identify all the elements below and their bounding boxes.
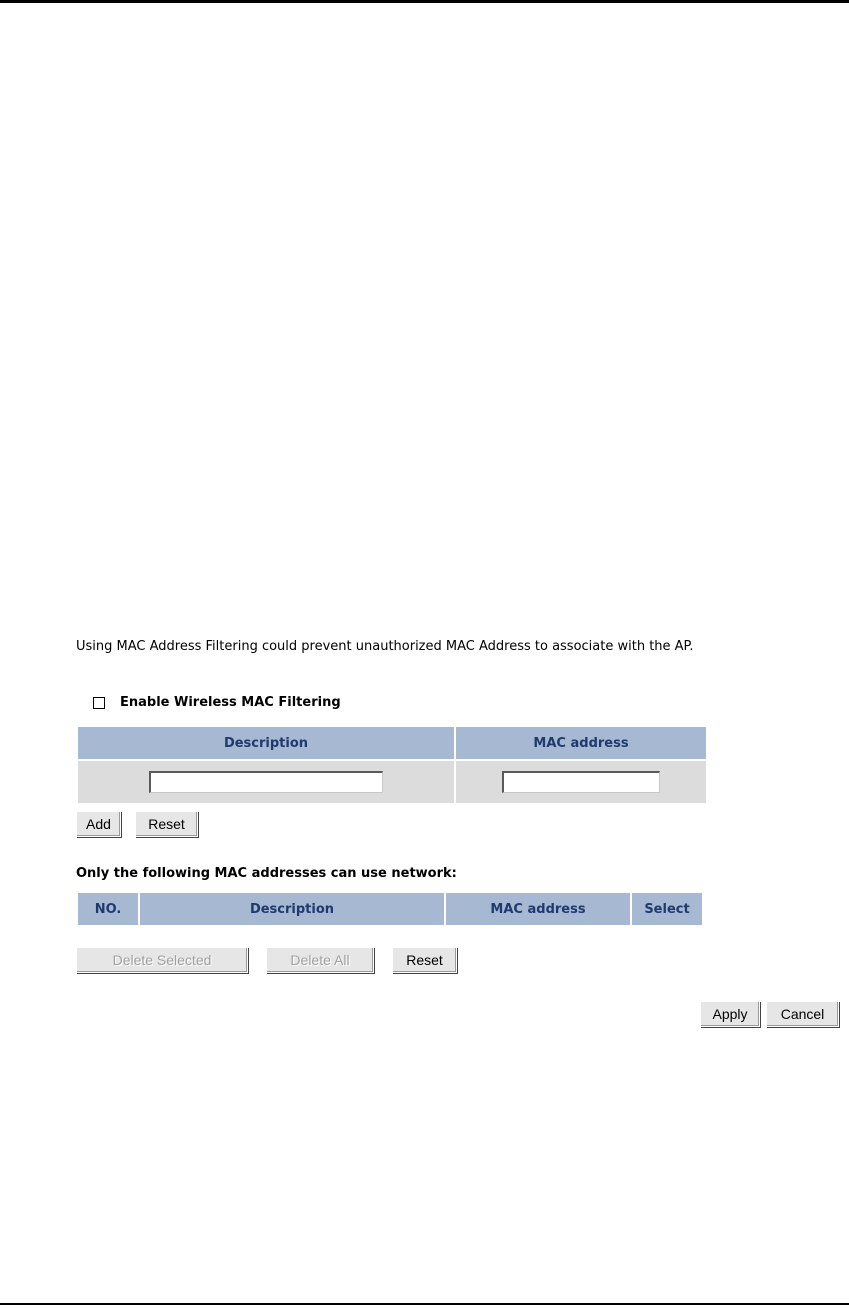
mac-address-header: MAC address (456, 727, 706, 759)
intro-text: Using MAC Address Filtering could prevent unauthorized MAC Address to associate with the AP. (76, 639, 694, 654)
list-description-header: Description (140, 893, 444, 925)
description-input[interactable] (149, 771, 383, 793)
description-header: Description (78, 727, 454, 759)
bottom-rule (0, 1303, 849, 1305)
enable-mac-filtering-checkbox[interactable] (93, 697, 105, 709)
allowed-mac-table (76, 891, 704, 927)
allowed-list-label: Only the following MAC addresses can use network: (76, 866, 457, 881)
apply-button[interactable]: Apply (700, 1001, 760, 1027)
mac-address-input[interactable] (502, 771, 660, 793)
cancel-button[interactable]: Cancel (766, 1001, 839, 1027)
mac-entry-table (76, 725, 708, 805)
enable-mac-filtering-label: Enable Wireless MAC Filtering (120, 695, 341, 710)
reset-list-button[interactable]: Reset (392, 947, 457, 973)
enable-mac-filtering-row (93, 695, 341, 710)
mac-address-cell (456, 761, 706, 803)
reset-entry-button[interactable]: Reset (135, 811, 198, 837)
list-mac-address-header: MAC address (446, 893, 630, 925)
description-cell (78, 761, 454, 803)
delete-all-button[interactable]: Delete All (266, 947, 374, 973)
no-header: NO. (78, 893, 138, 925)
top-rule (0, 0, 849, 3)
select-header: Select (632, 893, 702, 925)
add-button[interactable]: Add (76, 811, 121, 837)
delete-selected-button[interactable]: Delete Selected (76, 947, 248, 973)
